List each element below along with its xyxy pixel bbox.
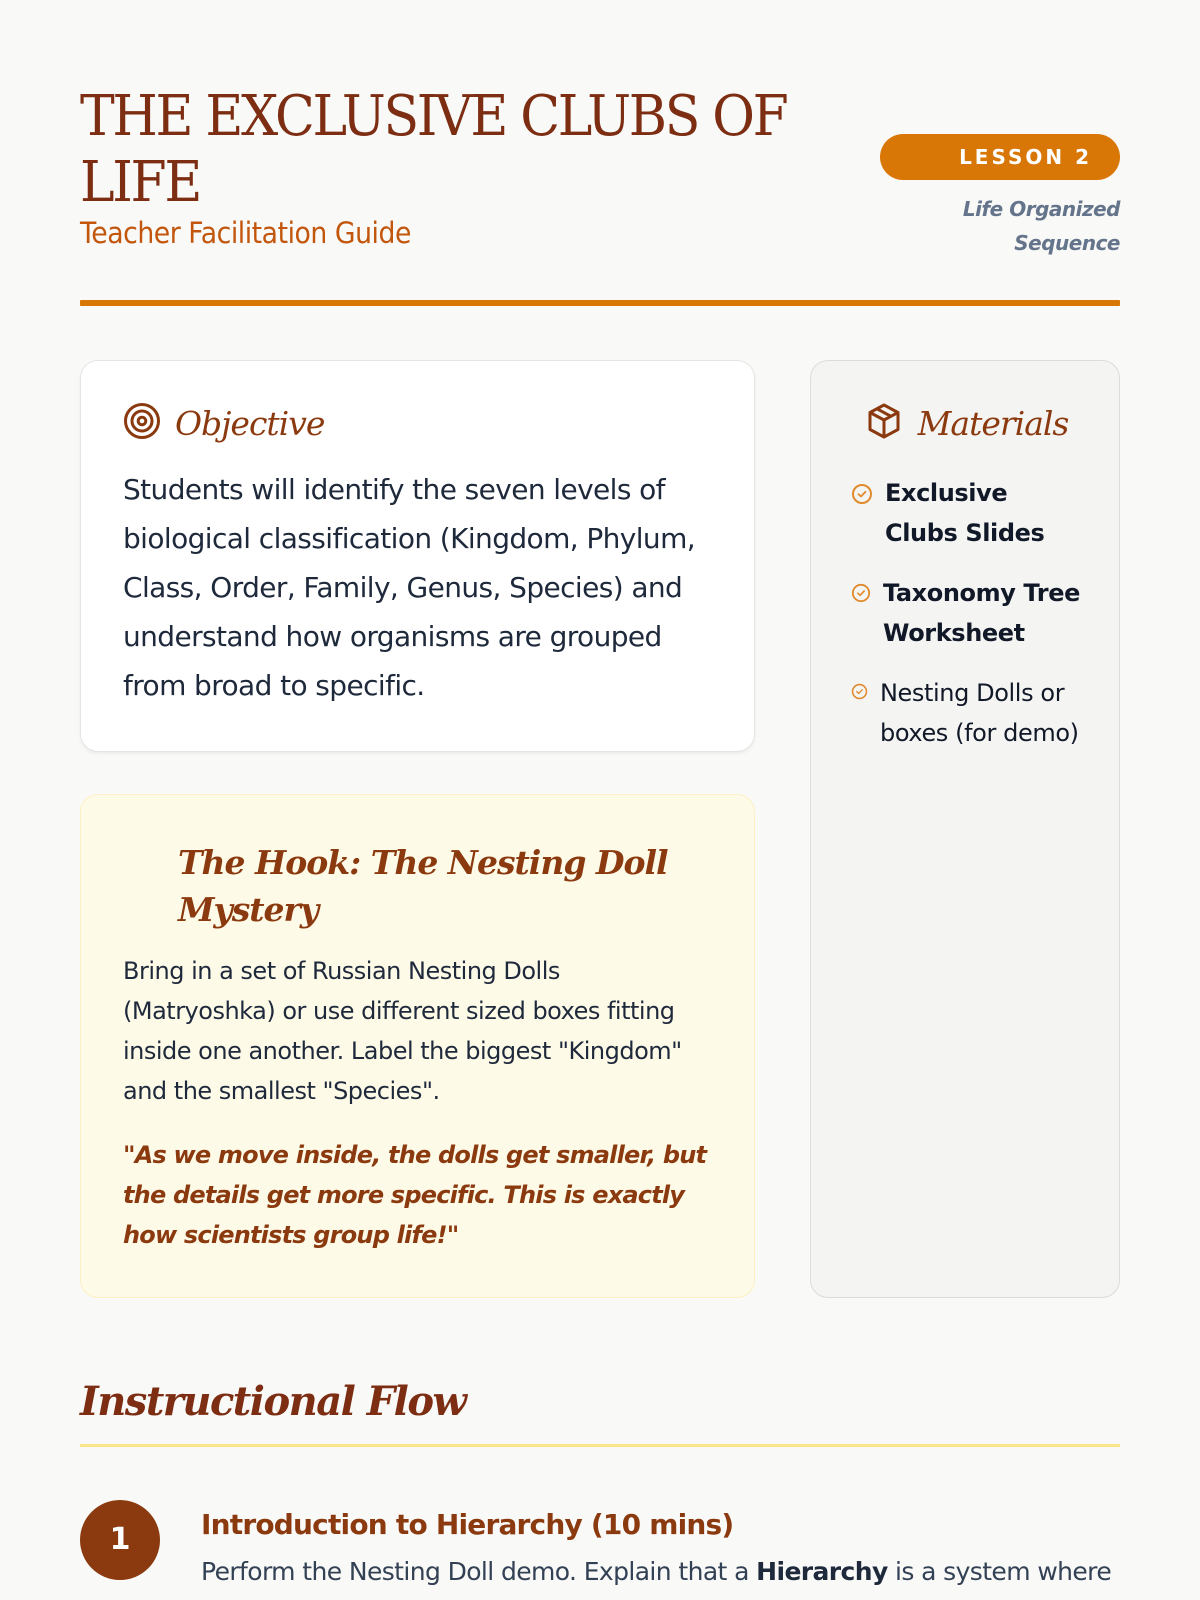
materials-card [810, 360, 1120, 1298]
materials-item [851, 673, 1099, 753]
check-circle-icon [851, 683, 868, 704]
materials-item [851, 573, 1099, 653]
materials-list [851, 473, 1099, 753]
step-text-bold: Hierarchy [756, 1557, 888, 1586]
materials-header [851, 403, 1099, 443]
step-number-badge: 1 [80, 1500, 160, 1580]
lesson-badge: LESSON 2 [880, 134, 1120, 180]
hook-card [80, 794, 755, 1298]
materials-item-label: Nesting Dolls or boxes (for demo) [880, 679, 1079, 747]
lesson-series: Life Organized Sequence [962, 197, 1120, 255]
materials-item-label: Exclusive Clubs Slides [885, 479, 1045, 547]
hook-quote: "As we move inside, the dolls get smaller, but the details get more specific. This is exactly how scientists group life!" [123, 1141, 707, 1249]
step-title: Introduction to Hierarchy (10 mins) [201, 1508, 734, 1541]
step-text-part: Perform the Nesting Doll demo. Explain that a [201, 1557, 757, 1586]
objective-card [80, 360, 755, 752]
flow-heading: Instructional Flow [80, 1378, 466, 1425]
box-icon [866, 402, 902, 444]
page-title: THE EXCLUSIVE CLUBS OF LIFE [80, 84, 787, 215]
materials-item [851, 473, 1099, 553]
page-header [80, 84, 1120, 304]
check-circle-icon [851, 583, 871, 607]
target-icon [123, 402, 161, 444]
page-subtitle: Teacher Facilitation Guide [80, 216, 411, 250]
materials-item-label: Taxonomy Tree Worksheet [883, 579, 1080, 647]
check-circle-icon [851, 483, 873, 509]
materials-heading: Materials [917, 403, 1069, 443]
step-text-part: is a system where [887, 1557, 1112, 1586]
step-text [201, 1552, 1121, 1592]
objective-header [123, 403, 714, 443]
flow-divider [80, 1444, 1120, 1447]
hook-text: Bring in a set of Russian Nesting Dolls (Matryoshka) or use different sized boxes fitting inside one another. Label the biggest "Kingdom" and the smallest "Species". [123, 957, 682, 1105]
hook-heading: The Hook: The Nesting Doll Mystery [178, 843, 668, 929]
objective-text: Students will identify the seven levels of biological classification (Kingdom, Phylum, Class, Order, Family, Genus, Species) and understand how organisms are grouped from broad to specific. [123, 473, 696, 702]
objective-heading: Objective [175, 403, 325, 443]
header-divider [80, 300, 1120, 306]
